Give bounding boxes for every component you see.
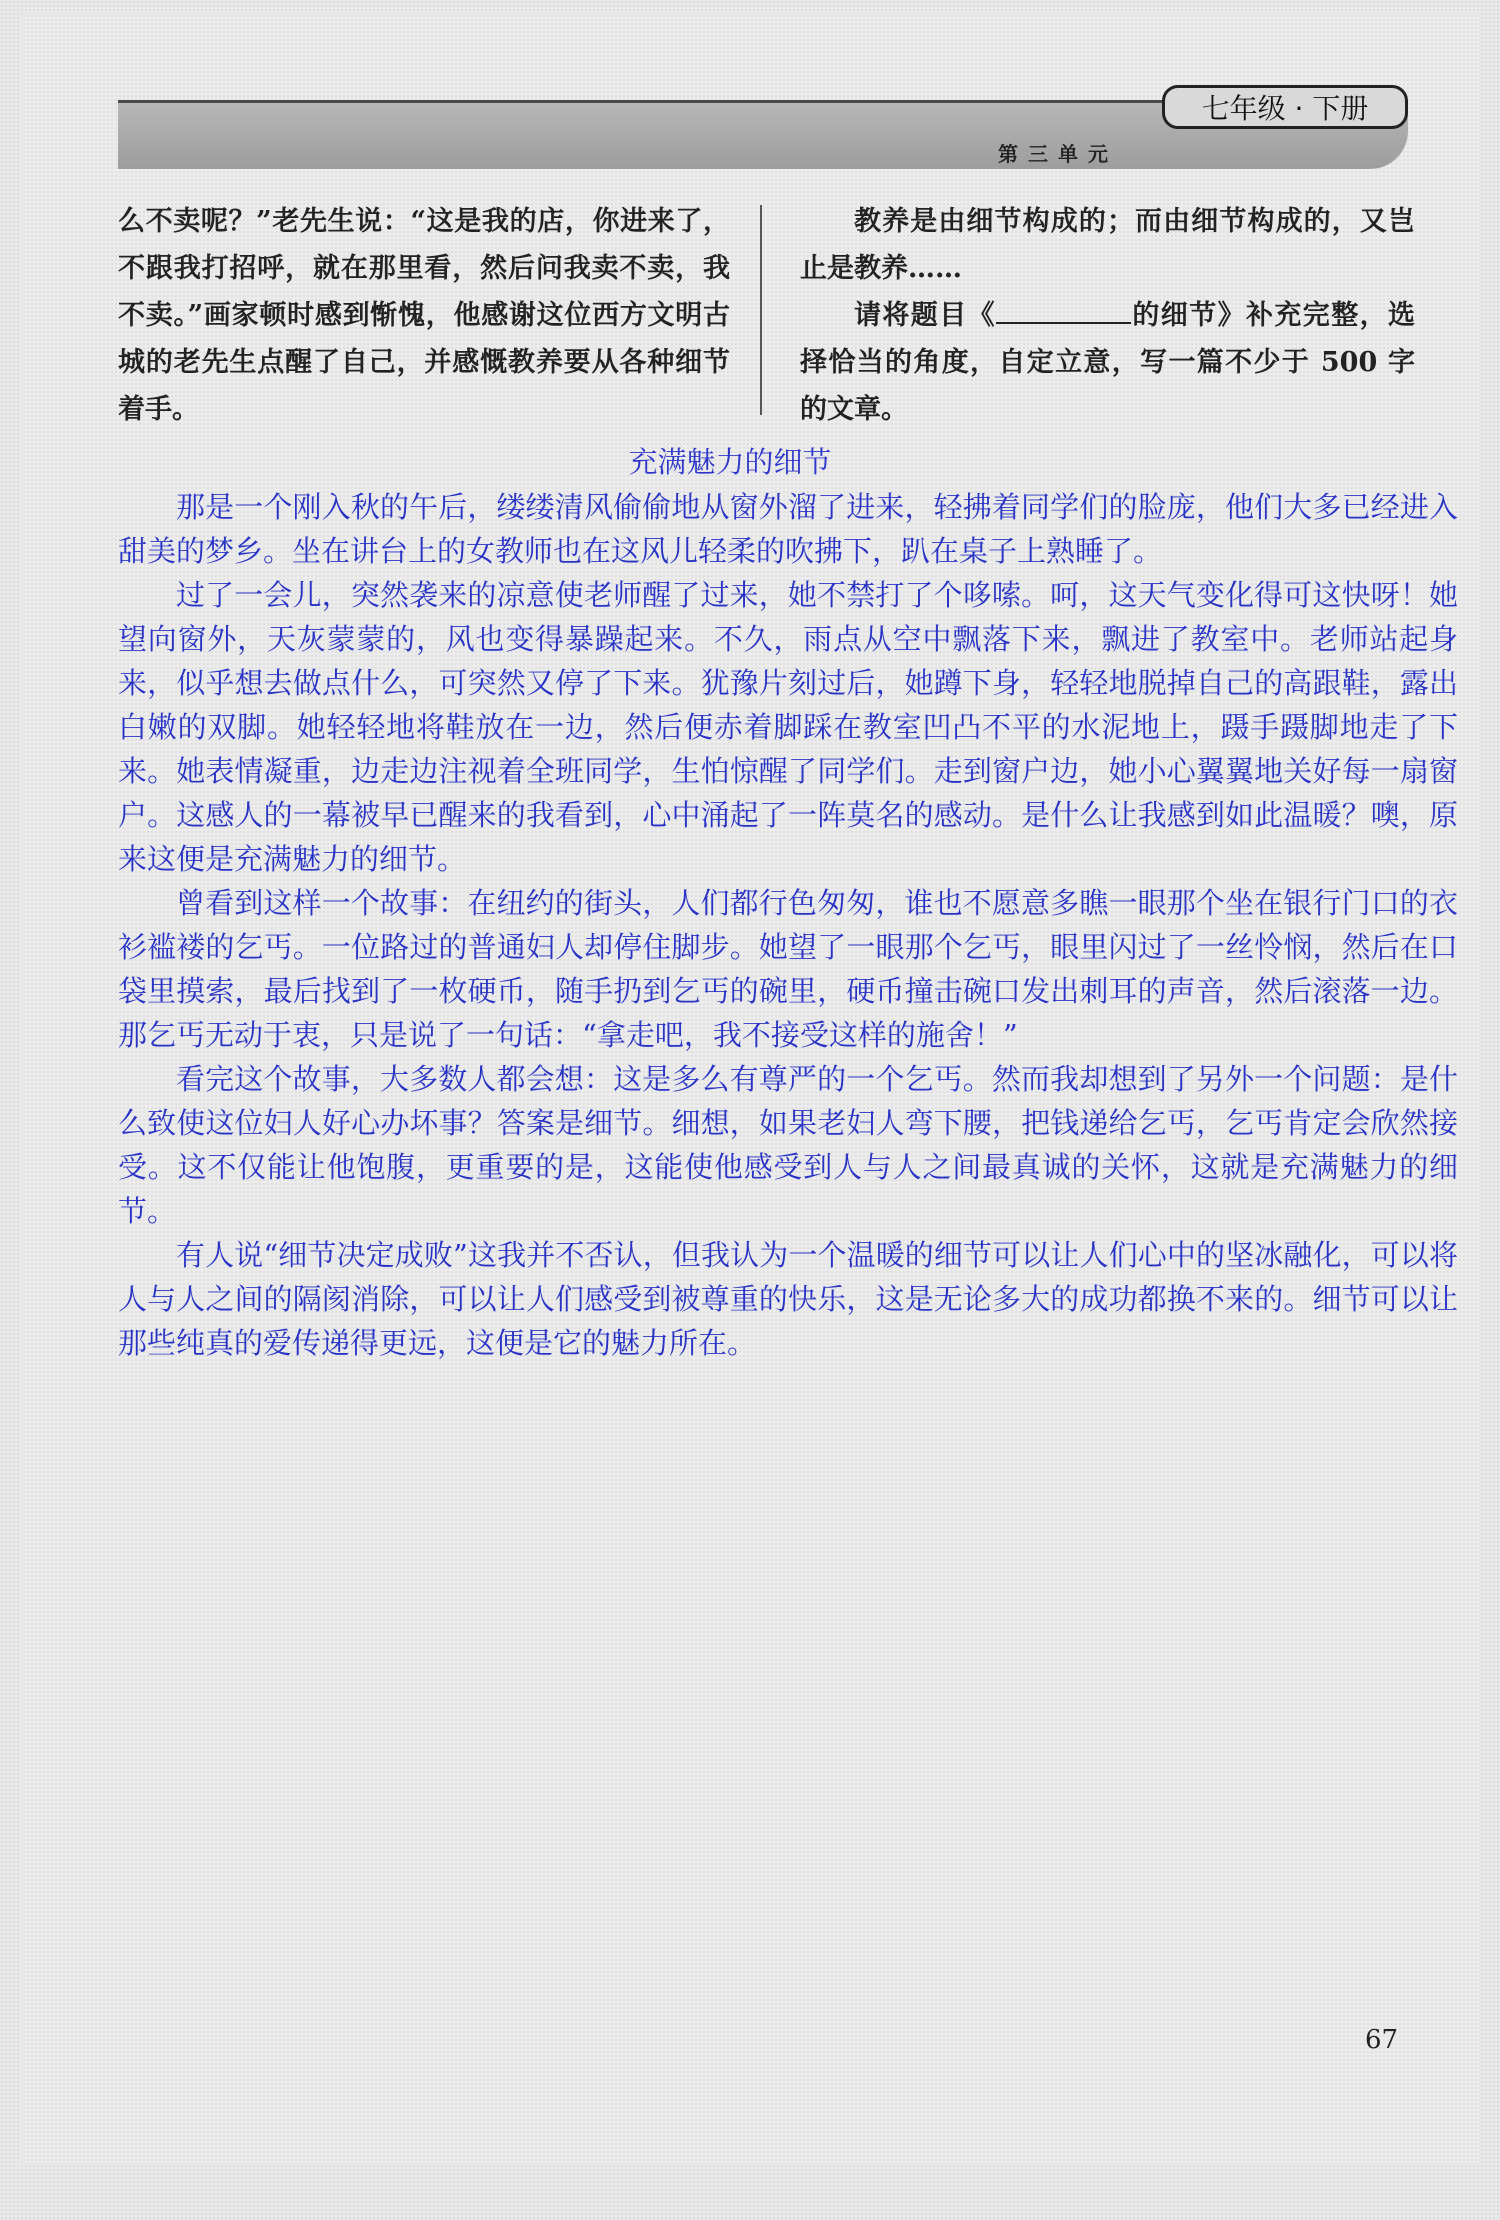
prompt-paragraph-1: 教养是由细节构成的；而由细节构成的，又岂止是教养…… [800,206,1415,284]
top-right-column [800,198,1415,433]
essay-title: 充满魅力的细节 [628,445,832,479]
page-number: 67 [1365,2025,1399,2055]
prompt-paragraph-2 [800,292,1415,433]
prompt-text-before-blank: 请将题目《 [854,300,996,331]
story-ending-text: 么不卖呢？”老先生说：“这是我的店，你进来了，不跟我打招呼，就在那里看，然后问我卖不卖，我不卖。”画家顿时感到惭愧，他感谢这位西方文明古城的老先生点醒了自己，并感慨教养要从各种细节着手。 [118,206,730,425]
essay-paragraph: 那是一个刚入秋的午后，缕缕清风偷偷地从窗外溜了进来，轻拂着同学们的脸庞，他们大多已经进入甜美的梦乡。坐在讲台上的女教师也在这风儿轻柔的吹拂下，趴在桌子上熟睡了。 [118,490,1458,568]
column-divider [760,205,762,415]
essay-paragraph: 过了一会儿，突然袭来的凉意使老师醒了过来，她不禁打了个哆嗦。呵，这天气变化得可这快呀！她望向窗外，天灰蒙蒙的，风也变得暴躁起来。不久，雨点从空中飘落下来，飘进了教室中。老师站起身来，似乎想去做点什么，可突然又停了下来。犹豫片刻过后，她蹲下身，轻轻地脱掉自己的高跟鞋，露出白嫩的双脚。她轻轻地将鞋放在一边，然后便赤着脚踩在教室凹凸不平的水泥地上，蹑手蹑脚地走了下来。她表情凝重，边走边注视着全班同学，生怕惊醒了同学们。走到窗户边，她小心翼翼地关好每一扇窗户。这感人的一幕被早已醒来的我看到，心中涌起了一阵莫名的感动。是什么让我感到如此温暖？噢，原来这便是充满魅力的细节。 [118,578,1458,876]
header-band [118,92,1408,169]
essay-paragraph: 看完这个故事，大多数人都会想：这是多么有尊严的一个乞丐。然而我却想到了另外一个问题：是什么致使这位妇人好心办坏事？答案是细节。细想，如果老妇人弯下腰，把钱递给乞丐，乞丐肯定会欣然接受。这不仅能让他饱腹，更重要的是，这能使他感受到人与人之间最真诚的关怀，这就是充满魅力的细节。 [118,1062,1458,1228]
essay-body [118,485,1458,1365]
grade-tab: 七年级 · 下册 [1162,85,1408,129]
prompt-text-after-blank: 的细节》补充完整，选择恰当的角度，自定立意，写一篇不少于 500 字的文章。 [800,300,1415,425]
title-blank [996,296,1131,324]
essay-paragraph: 曾看到这样一个故事：在纽约的街头，人们都行色匆匆，谁也不愿意多瞧一眼那个坐在银行门口的衣衫褴褛的乞丐。一位路过的普通妇人却停住脚步。她望了一眼那个乞丐，眼里闪过了一丝怜悯，然后在口袋里摸索，最后找到了一枚硬币，随手扔到乞丐的碗里，硬币撞击碗口发出刺耳的声音，然后滚落一边。那乞丐无动于衷，只是说了一句话：“拿走吧，我不接受这样的施舍！” [118,886,1458,1052]
top-left-column [118,198,730,433]
unit-label: 第三单元 [998,142,1118,166]
essay-paragraph: 有人说“细节决定成败”这我并不否认，但我认为一个温暖的细节可以让人们心中的坚冰融化，可以将人与人之间的隔阂消除，可以让人们感受到被尊重的快乐，这是无论多大的成功都换不来的。细节可以让那些纯真的爱传递得更远，这便是它的魅力所在。 [118,1238,1458,1360]
